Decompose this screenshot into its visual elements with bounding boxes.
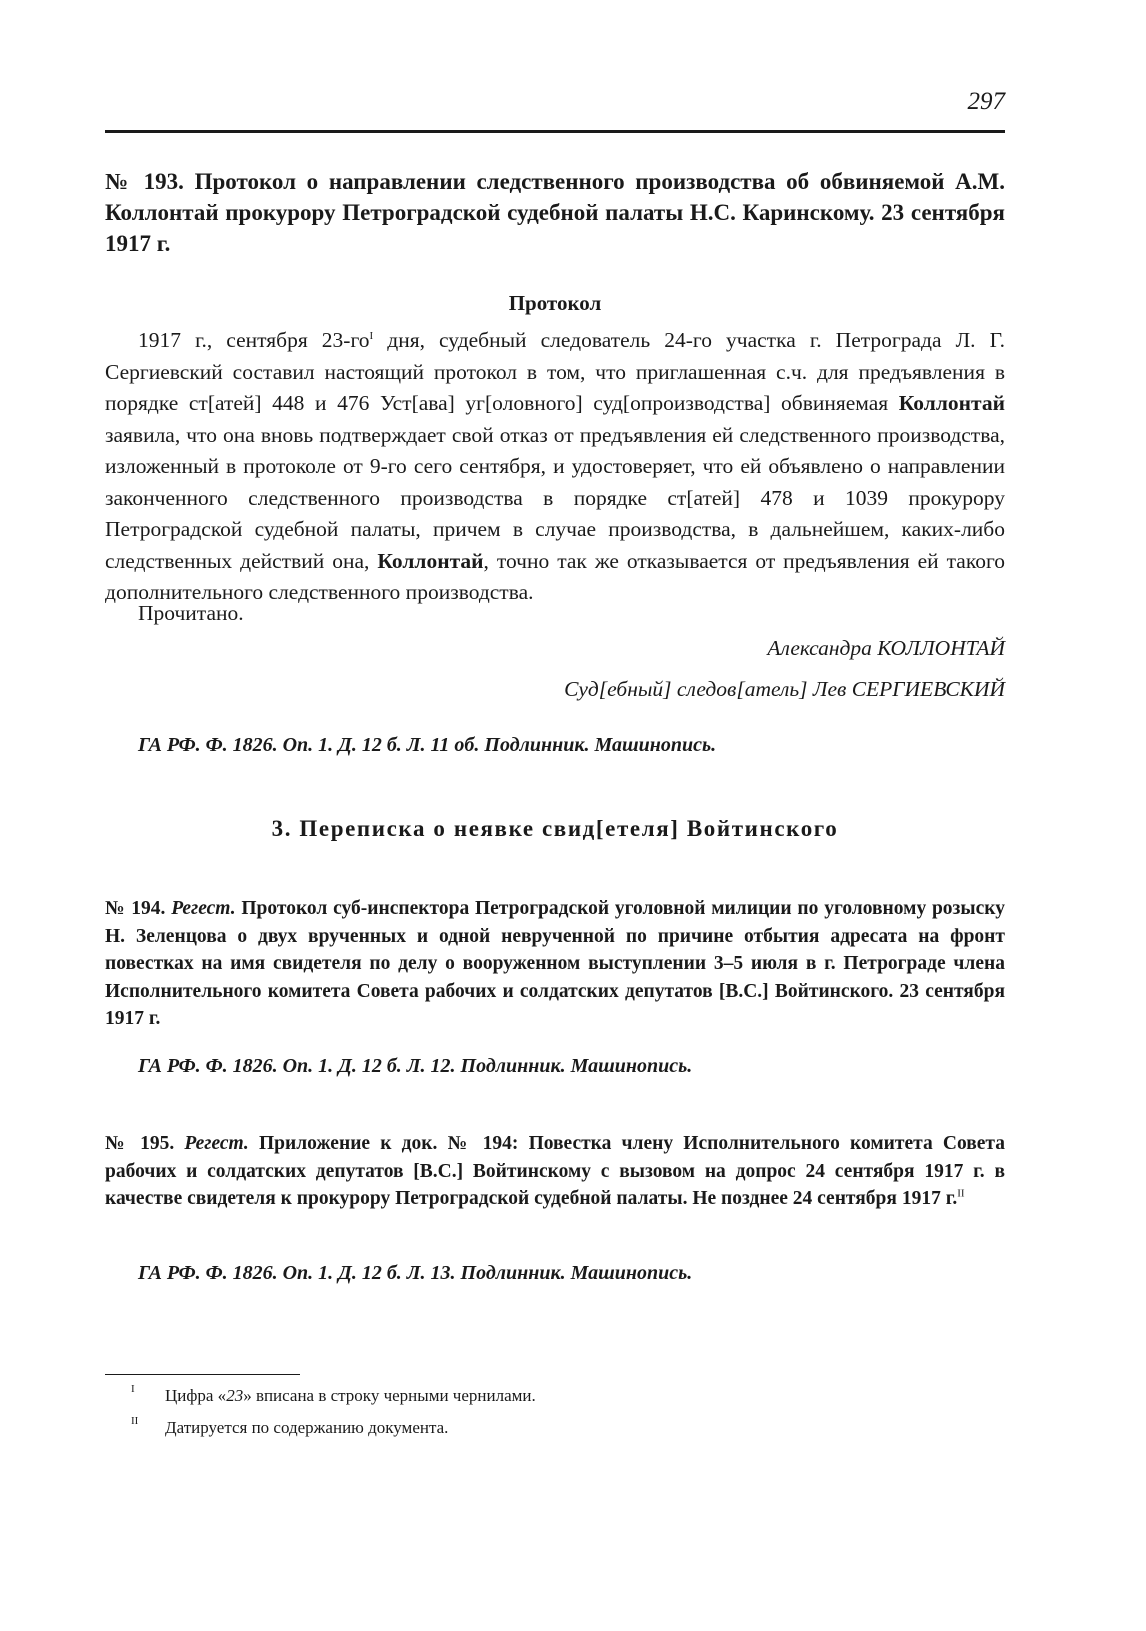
document-193-heading: № 193. Протокол о направлении следственного производства об обвиняемой А.М. Коллонтай прокурору Петроградской судебной палаты Н.С. Каринскому. 23 сентября 1917 г. <box>105 169 1005 256</box>
document-195-regest <box>105 1130 1005 1213</box>
signature-investigator: Суд[ебный] следов[атель] Лев СЕРГИЕВСКИЙ <box>564 677 1005 701</box>
footnote-2-text: Датируется по содержанию документа. <box>165 1418 449 1437</box>
document-page <box>105 0 1005 1631</box>
accused-name-repeat: Коллонтай <box>377 548 484 573</box>
footnote-1-text-before: Цифра « <box>165 1386 227 1405</box>
protocol-body <box>105 325 1005 609</box>
doc-195-label: Регест. <box>184 1133 249 1154</box>
footnote-ref-2[interactable]: II <box>957 1187 965 1200</box>
doc-194-number: № 194. <box>105 898 172 919</box>
footnote-separator <box>105 1374 300 1375</box>
signature-kollontai: Александра КОЛЛОНТАЙ <box>767 636 1005 660</box>
section-title: 3. Переписка о неявке свид[етеля] Войтинского <box>271 816 839 841</box>
footnote-2-mark: II <box>131 1415 139 1427</box>
footnote-1-mark: I <box>131 1383 135 1395</box>
read-note: Прочитано. <box>138 601 244 625</box>
protocol-body-part-2: дня, судебный следователь 24-го участка г. Петрограда Л. Г. Сергиевский составил настоящий протокол в том, что приглашенная с.ч. для предъявления в порядке ст[атей] 448 и 476 Уст[ава] уг[оловного] суд[опроизводства] обвиняемая <box>105 328 1005 415</box>
protocol-body-part-3: заявила, что она вновь подтверждает свой отказ от предъявления ей следственного производства, изложенный в протоколе от 9-го сего сентября, и удостоверяет, что ей объявлено о направлении законченного следственного производства в порядке ст[атей] 478 и 1039 прокурору Петроградской судебной палаты, причем в случае производства, в дальнейшем, каких-либо следственных действий она, <box>105 422 1005 573</box>
footnote-ref-1[interactable]: I <box>369 329 374 342</box>
footnote-1-text <box>165 1386 536 1406</box>
protocol-title: Протокол <box>508 291 602 315</box>
doc-195-number: № 195. <box>105 1133 185 1154</box>
protocol-body-part-1: 1917 г., сентября 23-го <box>138 328 370 352</box>
accused-name: Коллонтай <box>898 391 1005 415</box>
footnote-1-text-after: » вписана в строку черными чернилами. <box>243 1386 536 1405</box>
archive-reference-195: ГА РФ. Ф. 1826. Оп. 1. Д. 12 б. Л. 13. Подлинник. Машинопись. <box>138 1262 693 1284</box>
header-rule <box>105 130 1005 133</box>
page-number: 297 <box>967 88 1005 115</box>
doc-194-text: Протокол суб-инспектора Петроградской уголовной милиции по уголовному розыску Н. Зеленцова о двух врученных и одной неврученной по причине отбытия адресата на фронт повестках на имя свидетеля по делу о вооруженном выступлении 3–5 июля в г. Петрограде члена Исполнительного комитета Совета рабочих и солдатских депутатов [В.С.] Войтинского. 23 сентября 1917 г. <box>105 898 1005 1029</box>
footnote-1-emphasis: 23 <box>226 1386 244 1405</box>
archive-reference-193: ГА РФ. Ф. 1826. Оп. 1. Д. 12 б. Л. 11 об. Подлинник. Машинопись. <box>138 734 717 756</box>
doc-194-label: Регест. <box>171 898 236 919</box>
archive-reference-194: ГА РФ. Ф. 1826. Оп. 1. Д. 12 б. Л. 12. Подлинник. Машинопись. <box>138 1055 693 1077</box>
protocol-body-part-4: , точно так же отказывается от предъявления ей такого дополнительного следственного производства. <box>105 548 1005 604</box>
doc-195-text: Приложение к док. № 194: Повестка члену Исполнительного комитета Совета рабочих и солдатских депутатов [В.С.] Войтинскому с вызовом на допрос 24 сентября 1917 г. в качестве свидетеля к прокурору Петроградской судебной палаты. Не позднее 24 сентября 1917 г. <box>105 1133 1005 1209</box>
document-194-regest <box>105 895 1005 1033</box>
